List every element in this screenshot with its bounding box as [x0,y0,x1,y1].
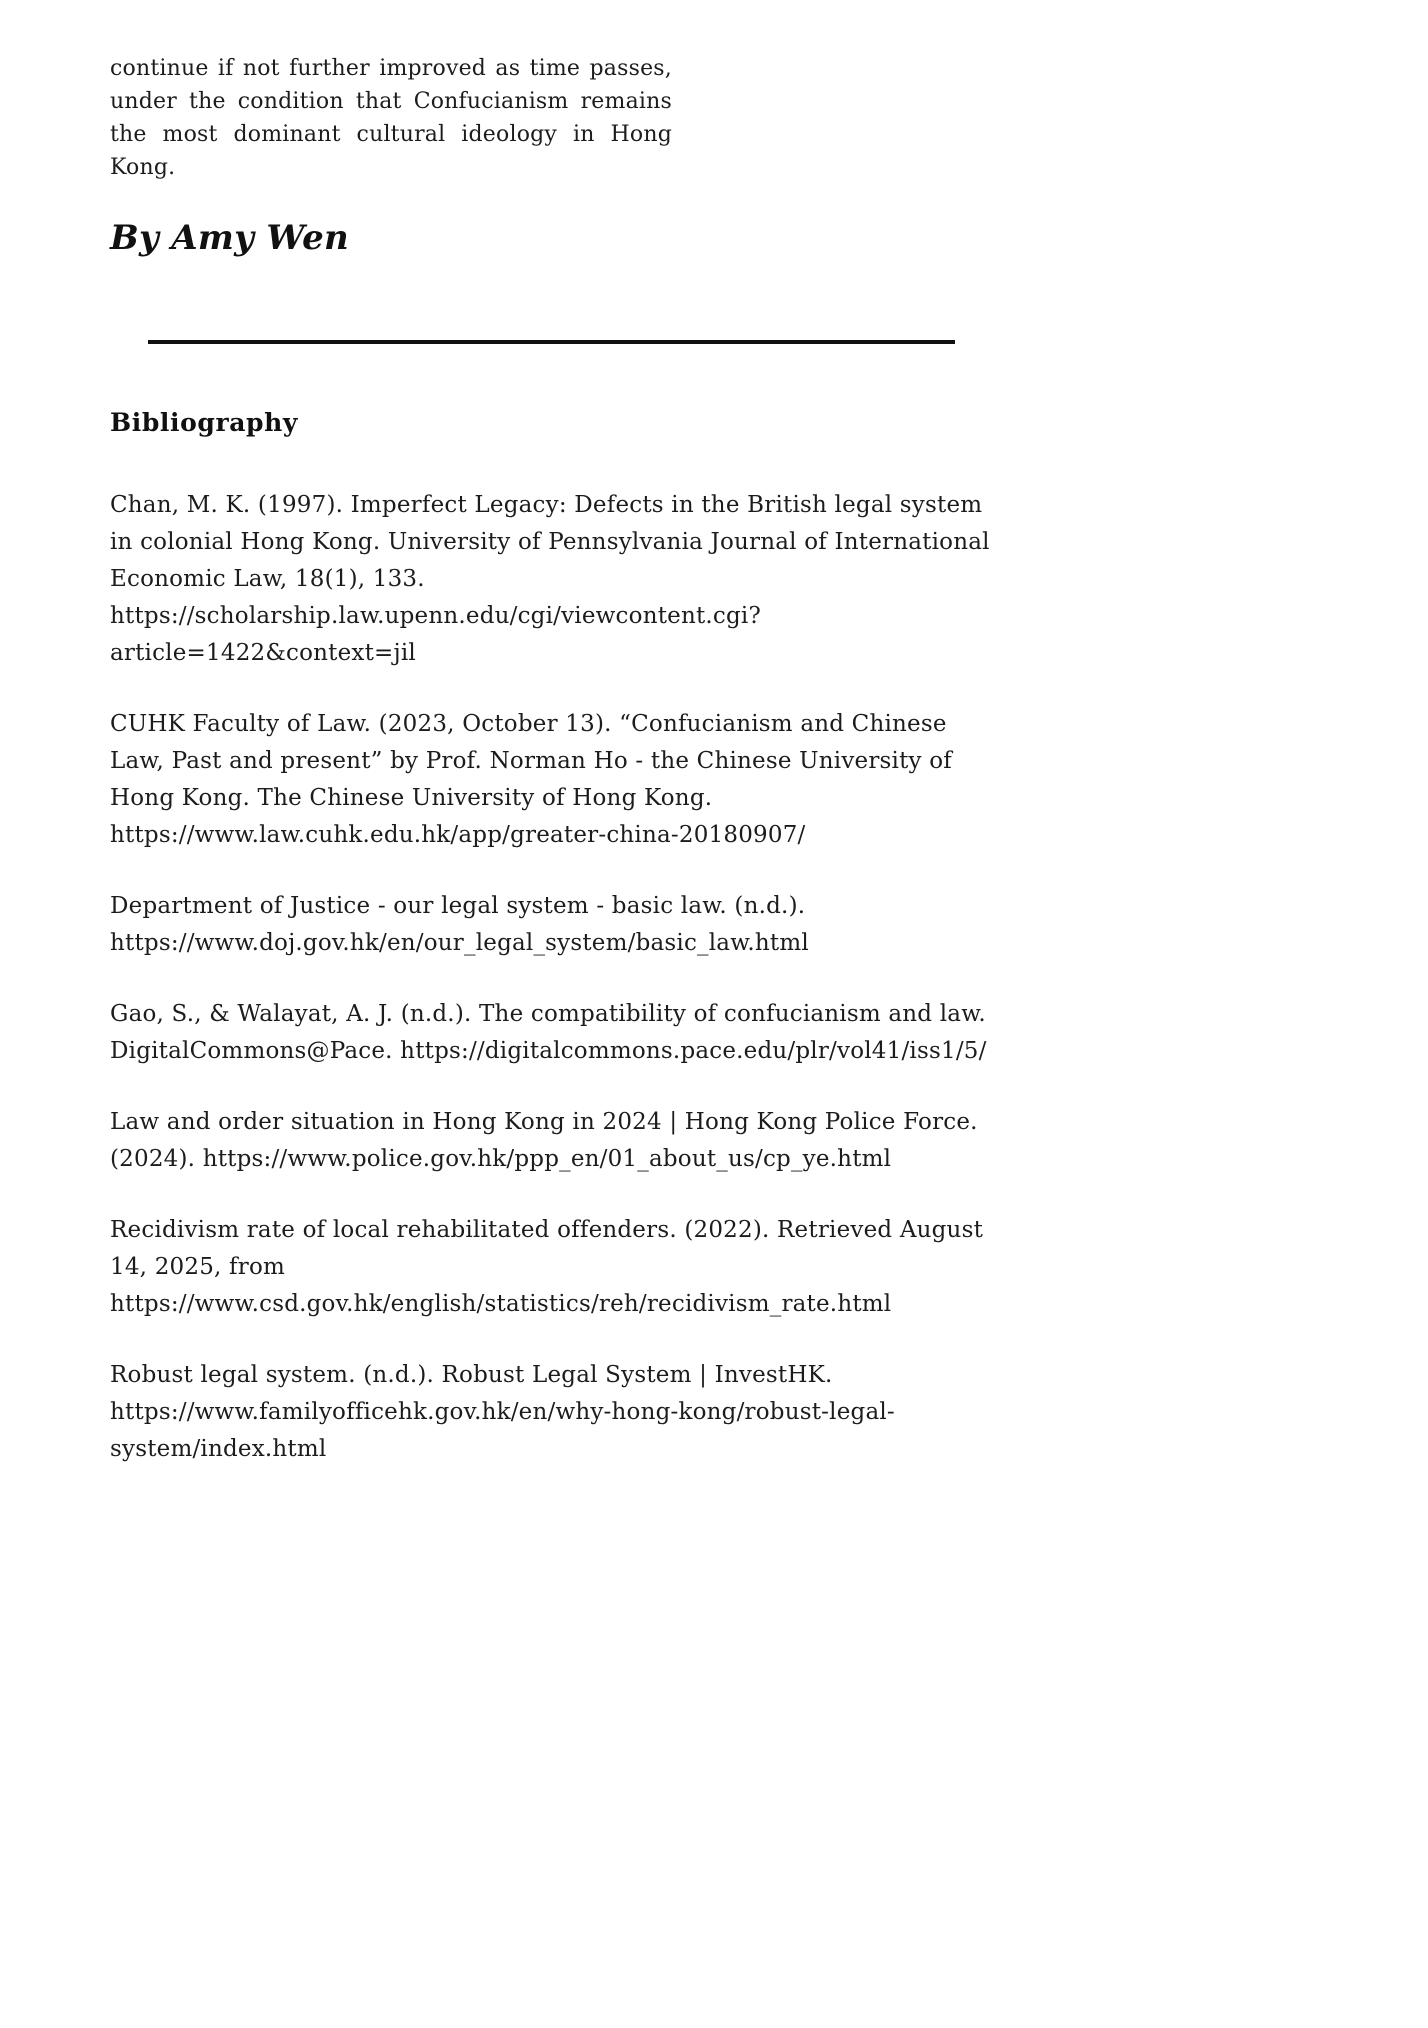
author-byline: By Amy Wen [110,218,350,258]
bibliography-entry: CUHK Faculty of Law. (2023, October 13). “Confucianism and Chinese Law, Past and present” by Prof. Norman Ho - the Chinese University of Hong Kong. The Chinese University of Hong Kong. https://www.law.cuhk.edu.hk/app/greater-china-20180907/ [110,711,952,848]
bibliography-entry: Gao, S., & Walayat, A. J. (n.d.). The compatibility of confucianism and law. DigitalCommons@Pace. https://digitalcommons.pace.edu/plr/vol41/iss1/5/ [110,1001,987,1064]
bibliography-entry: Recidivism rate of local rehabilitated offenders. (2022). Retrieved August 14, 2025, from https://www.csd.gov.hk/english/statistics/reh/recidivism_rate.html [110,1217,984,1317]
bibliography-entry: Robust legal system. (n.d.). Robust Legal System | InvestHK. https://www.familyofficehk.gov.hk/en/why-hong-kong/robust-legal-system/index.html [110,1362,895,1462]
bibliography-list [110,487,998,1468]
section-divider [148,340,955,344]
bibliography-entry: Chan, M. K. (1997). Imperfect Legacy: Defects in the British legal system in colonial Hong Kong. University of Pennsylvania Journal of International Economic Law, 18(1), 133. https://scholarship.law.upenn.edu/cgi/viewcontent.cgi?article=1422&context=jil [110,492,990,666]
bibliography-entry: Department of Justice - our legal system - basic law. (n.d.). https://www.doj.gov.hk/en/our_legal_system/basic_law.html [110,893,809,956]
intro-paragraph: continue if not further improved as time passes, under the condition that Confucianism remains the most dominant cultural ideology in Hong Kong. [110,56,672,180]
bibliography-heading: Bibliography [110,408,299,437]
bibliography-entry: Law and order situation in Hong Kong in 2024 | Hong Kong Police Force. (2024). https://www.police.gov.hk/ppp_en/01_about_us/cp_ye.html [110,1109,978,1172]
